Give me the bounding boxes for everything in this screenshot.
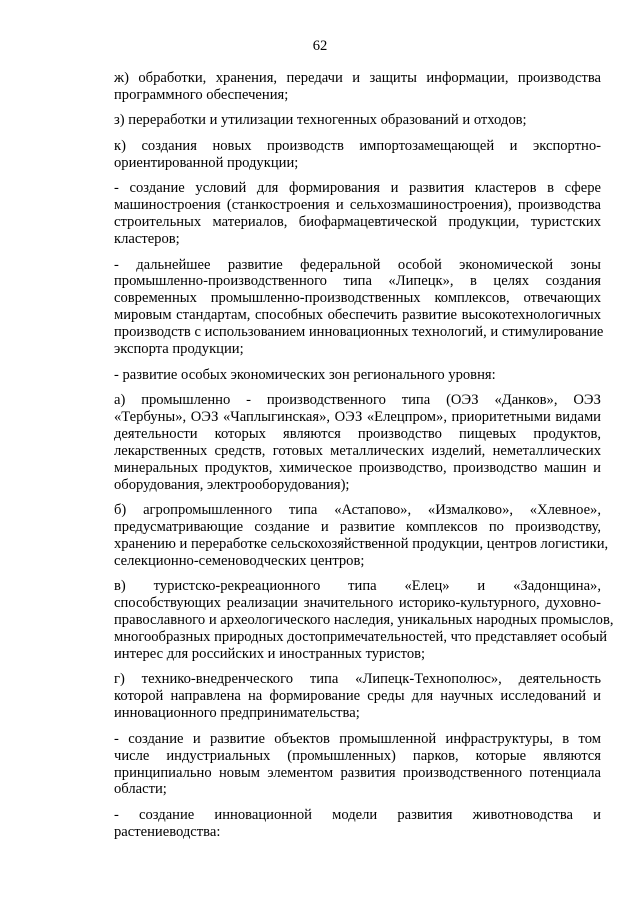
text-line: лекарственных средств, готовых металлических изделий, неметаллических [114, 442, 601, 459]
text-line: принципиально новым элементом развития производственного потенциала [114, 764, 601, 781]
paragraph-regional-zones [114, 367, 601, 384]
text-line: - создание условий для формирования и развития кластеров в сфере [114, 180, 601, 197]
text-line: экспорта продукции; [114, 341, 244, 358]
text-line: инновационного предпринимательства; [114, 705, 360, 722]
text-line: области; [114, 781, 167, 798]
text-line: машиностроения (станкостроения и сельхозмашиностроения), производства [114, 197, 601, 214]
text-line: которой направлена на формирование среды для научных исследований и [114, 688, 601, 705]
paragraph-lipetsk-oez [114, 256, 604, 358]
text-line: б) агропромышленного типа «Астапово», «Измалково», «Хлевное», [114, 502, 601, 519]
text-line: - создание и развитие объектов промышленной инфраструктуры, в том [114, 730, 601, 747]
text-line: селекционно-семеноводческих центров; [114, 552, 365, 569]
paragraph-b [114, 502, 609, 570]
text-line: к) создания новых производств импортозамещающей и экспортно- [114, 137, 601, 154]
paragraph-clusters [114, 180, 601, 248]
paragraph-v [114, 578, 614, 663]
text-line: способствующих реализации значительного историко-культурного, духовно- [114, 595, 601, 612]
paragraph-g [114, 671, 601, 722]
text-line: производств с использованием инновационных технологий, и стимулирование [114, 324, 604, 341]
text-line: строительных материалов, биофармацевтической продукции, туристских [114, 214, 601, 231]
text-line: кластеров; [114, 231, 180, 248]
text-line: «Тербуны», ОЭЗ «Чаплыгинская», ОЭЗ «Елецпром», приоритетными видами [114, 408, 601, 425]
text-line: числе индустриальных (промышленных) парков, которые являются [114, 747, 601, 764]
text-line: хранению и переработке сельскохозяйственной продукции, центров логистики, [114, 535, 609, 552]
text-line: оборудования, электрооборудования); [114, 476, 350, 493]
text-line: а) промышленно - производственного типа (ОЭЗ «Данков», ОЭЗ [114, 392, 601, 409]
page-number: 62 [312, 38, 328, 54]
text-line: программного обеспечения; [114, 86, 289, 103]
text-line: з) переработки и утилизации техногенных образований и отходов; [114, 112, 527, 129]
paragraph-zh [114, 70, 601, 104]
paragraph-a [114, 392, 601, 493]
text-line: ориентированной продукции; [114, 154, 299, 171]
text-line: г) технико-внедренческого типа «Липецк-Технополюс», деятельность [114, 671, 601, 688]
text-line: промышленно-производственного типа «Липецк», в целях создания [114, 273, 601, 290]
document-body [114, 70, 614, 849]
text-line: растениеводства: [114, 823, 221, 840]
text-line: - создание инновационной модели развития животноводства и [114, 806, 601, 823]
text-line: деятельности которых являются производство пищевых продуктов, [114, 425, 601, 442]
paragraph-z [114, 112, 601, 129]
text-line: современных промышленно-производственных комплексов, отвечающих [114, 290, 601, 307]
text-line: - развитие особых экономических зон регионального уровня: [114, 366, 496, 383]
paragraph-livestock [114, 807, 601, 841]
text-line: минеральных продуктов, химическое производство, производство машин и [114, 459, 601, 476]
text-line: интерес для российских и иностранных туристов; [114, 645, 426, 662]
text-line: ж) обработки, хранения, передачи и защиты информации, производства [114, 70, 601, 86]
text-line: предусматривающие создание и развитие комплексов по производству, [114, 519, 601, 535]
paragraph-k [114, 138, 601, 172]
text-line: - дальнейшее развитие федеральной особой экономической зоны [114, 256, 601, 273]
text-line: мировым стандартам, способных обеспечить развитие высокотехнологичных [114, 307, 601, 324]
paragraph-parks [114, 731, 601, 799]
text-line: православного и археологического наследия, уникальных народных промыслов, [114, 612, 614, 629]
text-line: в) туристско-рекреационного типа «Елец» и «Задонщина», [114, 578, 601, 595]
text-line: многообразных природных достопримечательностей, что представляет особый [114, 629, 608, 646]
